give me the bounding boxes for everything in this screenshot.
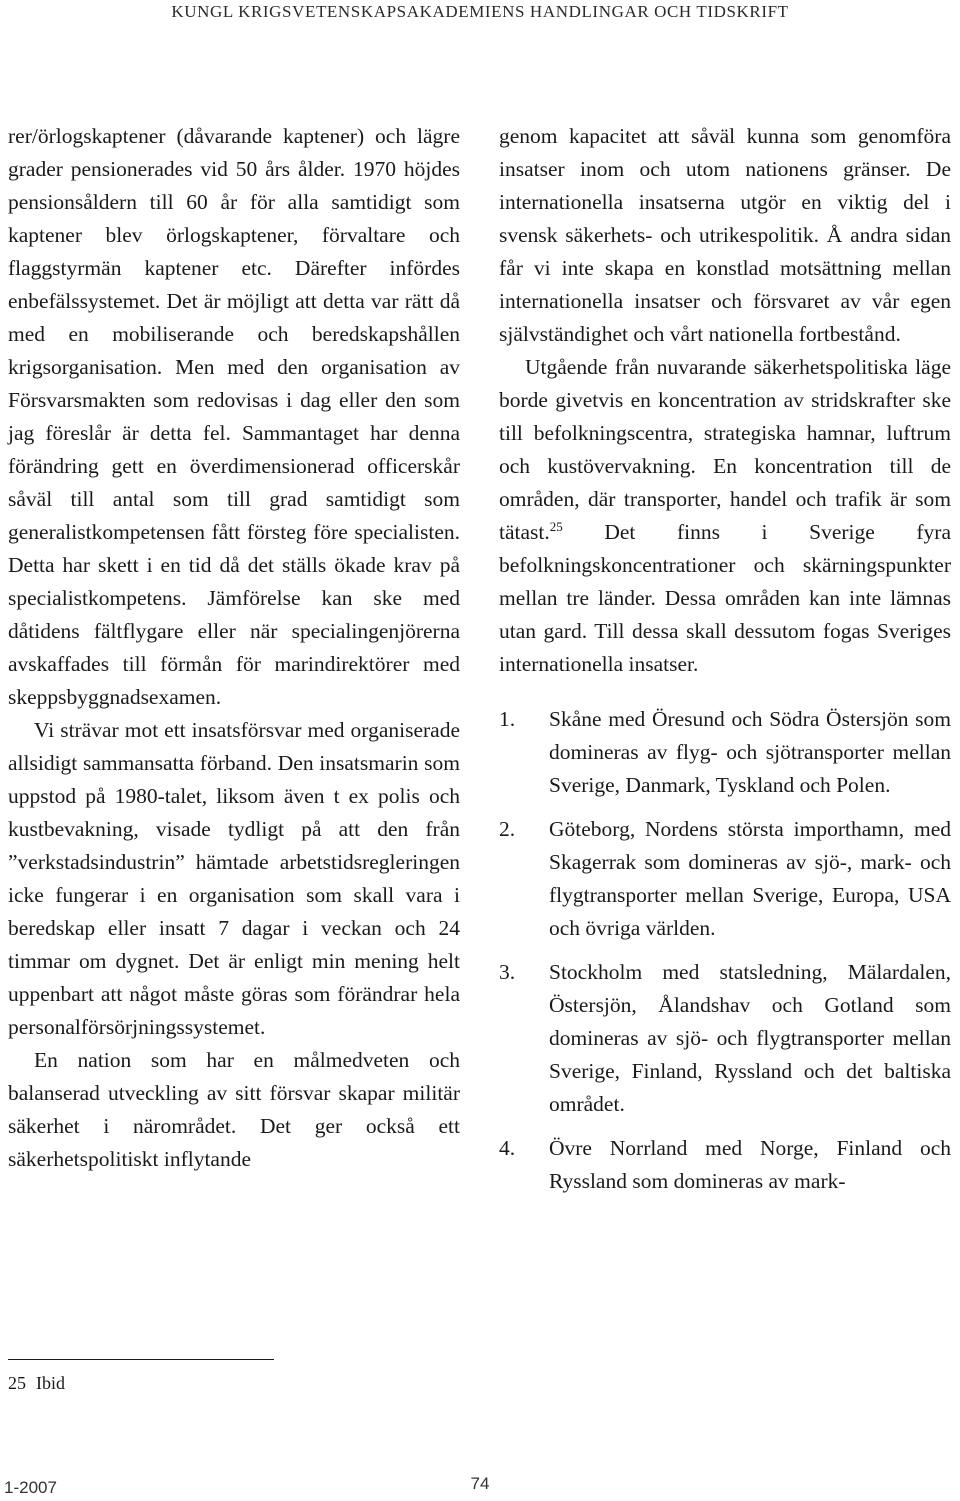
list-item bbox=[499, 813, 951, 945]
footnote-number: 25 bbox=[8, 1373, 26, 1393]
list-item bbox=[499, 956, 951, 1121]
paragraph-2-after-note: Det finns i Sverige fyra befolkningskoncentrationer och skärningspunkter mellan tre länder. Dessa områden kan inte lämnas utan gard. Till dessa skall dessutom fogas Sveriges internationella insatser. bbox=[499, 520, 951, 676]
right-paragraph-2 bbox=[499, 351, 951, 681]
list-item bbox=[499, 1132, 951, 1198]
list-item bbox=[499, 703, 951, 802]
footnote-reference: 25 bbox=[549, 518, 563, 534]
page-number: 74 bbox=[470, 1474, 490, 1493]
footnote-separator bbox=[8, 1359, 274, 1360]
list-item-number: 1. bbox=[499, 707, 516, 731]
numbered-list bbox=[499, 703, 951, 1198]
left-paragraph-3: En nation som har en målmedveten och balanserad utveckling av sitt försvar skapar militär säkerhet i närområdet. Det ger också ett säkerhetspolitiskt inflytande bbox=[8, 1048, 460, 1171]
left-paragraph-1: rer/örlogskaptener (dåvarande kaptener) och lägre grader pensionerades vid 50 års ålder. 1970 höjdes pensionsåldern till 60 år för alla samtidigt som kaptener blev örlogskaptener, förvaltare och flaggstyrmän kaptener etc. Därefter infördes enbefälssystemet. Det är möjligt att detta var rätt då med en mobiliserande och beredskapshållen krigsorganisation. Men med den organisation av Försvarsmakten som redovisas i dag eller den som jag föreslår är detta fel. Sammantaget har denna förändring gett en överdimensionerad officerskår såväl till antal som till grad samtidigt som generalistkompetensen fått försteg före specialisten. Detta har skett i en tid då det ställs ökade krav på specialistkompetens. Jämförelse kan ske med dåtidens fältflygare eller när specialingenjörerna avskaffades till förmån för marindirektörer med skeppsbyggnadsexamen. bbox=[8, 124, 460, 709]
paragraph-2-before-note: Utgående från nuvarande säkerhetspolitiska läge borde givetvis en koncentration av stridskrafter ske till befolkningscentra, strategiska hamnar, luftrum och kustövervakning. En koncentration till de områden, där transporter, handel och trafik är som tätast. bbox=[499, 355, 951, 544]
list-item-text: Göteborg, Nordens största importhamn, med Skagerrak som domineras av sjö-, mark- och flygtransporter mellan Sverige, Europa, USA och övriga världen. bbox=[549, 817, 951, 940]
list-item-text: Stockholm med statsledning, Mälardalen, Östersjön, Ålandshav och Gotland som domineras av sjö- och flygtransporter mellan Sverige, Finland, Ryssland och det baltiska området. bbox=[549, 960, 951, 1116]
list-item-number: 3. bbox=[499, 960, 516, 984]
running-header: KUNGL KRIGSVETENSKAPSAKADEMIENS HANDLINGAR OCH TIDSKRIFT bbox=[171, 2, 789, 21]
left-column bbox=[8, 120, 460, 1176]
footnote-text: Ibid bbox=[36, 1373, 65, 1393]
right-paragraph-1: genom kapacitet att såväl kunna som genomföra insatser inom och utom nationens gränser. De internationella insatserna utgör en viktig del i svensk säkerhets- och utrikespolitik. Å andra sidan får vi inte skapa en konstlad motsättning mellan internationella insatser och försvaret av vår egen självständighet och vårt nationella fortbestånd. bbox=[499, 124, 951, 346]
list-item-text: Skåne med Öresund och Södra Östersjön som domineras av flyg- och sjötransporter mellan Sverige, Danmark, Tyskland och Polen. bbox=[549, 707, 951, 797]
left-paragraph-2: Vi strävar mot ett insatsförsvar med organiserade allsidigt sammansatta förband. Den insatsmarin som uppstod på 1980-talet, liksom även t ex polis och kustbevakning, visade tydligt på att den från ”verkstadsindustrin” hämtade arbetstidsregleringen icke fungerar i en organisation som skall vara i beredskap eller insatt 7 dagar i veckan och 24 timmar om dygnet. Det är enligt min mening helt uppenbart att något måste göras som förändrar hela personalförsörjningssystemet. bbox=[8, 718, 460, 1039]
right-column bbox=[499, 120, 951, 1209]
footnote bbox=[8, 1369, 65, 1397]
list-item-number: 2. bbox=[499, 817, 516, 841]
list-item-text: Övre Norrland med Norge, Finland och Ryssland som domineras av mark- bbox=[549, 1136, 951, 1193]
issue-label: 1-2007 bbox=[4, 1478, 57, 1497]
list-item-number: 4. bbox=[499, 1136, 516, 1160]
